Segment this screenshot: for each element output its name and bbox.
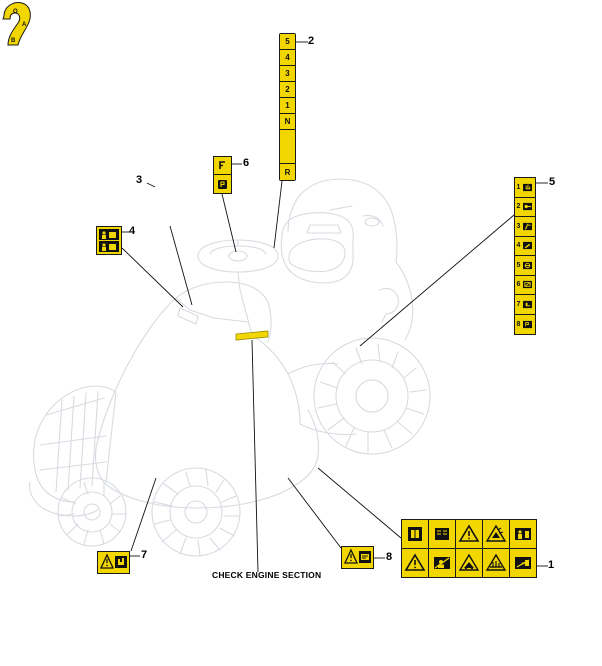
strip-num-7: 7 <box>516 300 521 308</box>
callout-5: 5 <box>549 176 556 188</box>
strip-num-6: 6 <box>516 281 521 289</box>
callout-6: 6 <box>243 157 250 169</box>
cut-hazard-icon <box>485 552 507 574</box>
lever-icon <box>522 222 533 231</box>
strip-num-2: 2 <box>516 203 521 211</box>
blade-icon <box>522 261 533 270</box>
gear-cell-r: R <box>280 164 295 180</box>
brake-icon <box>522 280 533 289</box>
strip-row-4 <box>515 237 535 257</box>
strip-num-3: 3 <box>516 222 521 230</box>
info-icon <box>343 548 373 567</box>
decal-row-top <box>402 520 536 549</box>
callout-4: 4 <box>129 225 136 237</box>
decal-cell-rollover <box>456 549 483 578</box>
gear-cell-n: N <box>280 114 295 130</box>
slope-icon <box>512 552 534 574</box>
decal-row-bottom <box>402 549 536 578</box>
check-engine-caption: CHECK ENGINE SECTION <box>212 570 322 580</box>
strip-row-8 <box>515 315 535 335</box>
decal-cell-cut-hazard <box>483 549 510 578</box>
decal-cell-thrown-object <box>483 520 510 549</box>
gear-cell-4: 4 <box>280 50 295 66</box>
strip-row-7 <box>515 295 535 315</box>
park-icon <box>522 320 533 329</box>
gear-cell-2: 2 <box>280 82 295 98</box>
lift-deck-icon <box>98 228 120 253</box>
label-7-warning-decal[interactable] <box>97 551 130 574</box>
decal-cell-book <box>429 520 456 549</box>
label-4-attachment-decal[interactable] <box>96 226 122 255</box>
strip-row-6 <box>515 276 535 296</box>
book-icon <box>431 523 453 545</box>
strip-row-3 <box>515 217 535 237</box>
no-riders-icon <box>431 552 453 574</box>
callout-2: 2 <box>308 35 315 47</box>
callout-7: 7 <box>141 549 148 561</box>
rollover-icon <box>458 552 480 574</box>
warning-triangle-icon <box>404 552 426 574</box>
choke-cell <box>214 175 231 193</box>
label-8-info-decal[interactable] <box>341 546 374 569</box>
hook-cell-b: B <box>11 38 16 44</box>
keep-away-icon <box>512 523 534 545</box>
decal-cell-warning-2 <box>402 549 429 578</box>
label-5-instruction-strip[interactable] <box>514 177 536 335</box>
choke-icon <box>216 178 229 191</box>
throttle-icon <box>216 159 229 172</box>
decal-cell-warning-1 <box>456 520 483 549</box>
warning-hand-icon <box>99 553 129 572</box>
strip-num-8: 8 <box>516 320 521 328</box>
label-1-warning-decal[interactable] <box>401 519 537 578</box>
callout-1: 1 <box>548 559 555 571</box>
decal-cell-slope <box>510 549 536 578</box>
gear-cell-1: 1 <box>280 98 295 114</box>
warning-triangle-icon <box>458 523 480 545</box>
manual-icon <box>404 523 426 545</box>
gear-cell-spacer <box>280 130 295 164</box>
hook-cell-0: O <box>13 9 18 15</box>
decal-cell-no-riders <box>429 549 456 578</box>
label-2-gear-selector[interactable] <box>279 33 296 181</box>
hand-icon <box>522 183 533 192</box>
strip-num-5: 5 <box>516 261 521 269</box>
seat-icon <box>522 300 533 309</box>
hook-cell-a: A <box>22 22 27 28</box>
strip-row-2 <box>515 198 535 218</box>
decal-cell-manual <box>402 520 429 549</box>
strip-num-1: 1 <box>516 183 521 191</box>
throttle-cell <box>214 157 231 175</box>
callout-3: 3 <box>136 174 143 186</box>
gear-cell-5: 5 <box>280 34 295 50</box>
label-6-throttle-choke[interactable] <box>213 156 232 194</box>
strip-row-1 <box>515 178 535 198</box>
strip-num-4: 4 <box>516 242 521 250</box>
pedal-icon <box>522 241 533 250</box>
decal-cell-keep-away <box>510 520 536 549</box>
gear-cell-3: 3 <box>280 66 295 82</box>
strip-row-5 <box>515 256 535 276</box>
key-icon <box>522 202 533 211</box>
thrown-object-icon <box>485 523 507 545</box>
deck-decal-highlight <box>236 331 268 340</box>
callout-8: 8 <box>386 551 393 563</box>
